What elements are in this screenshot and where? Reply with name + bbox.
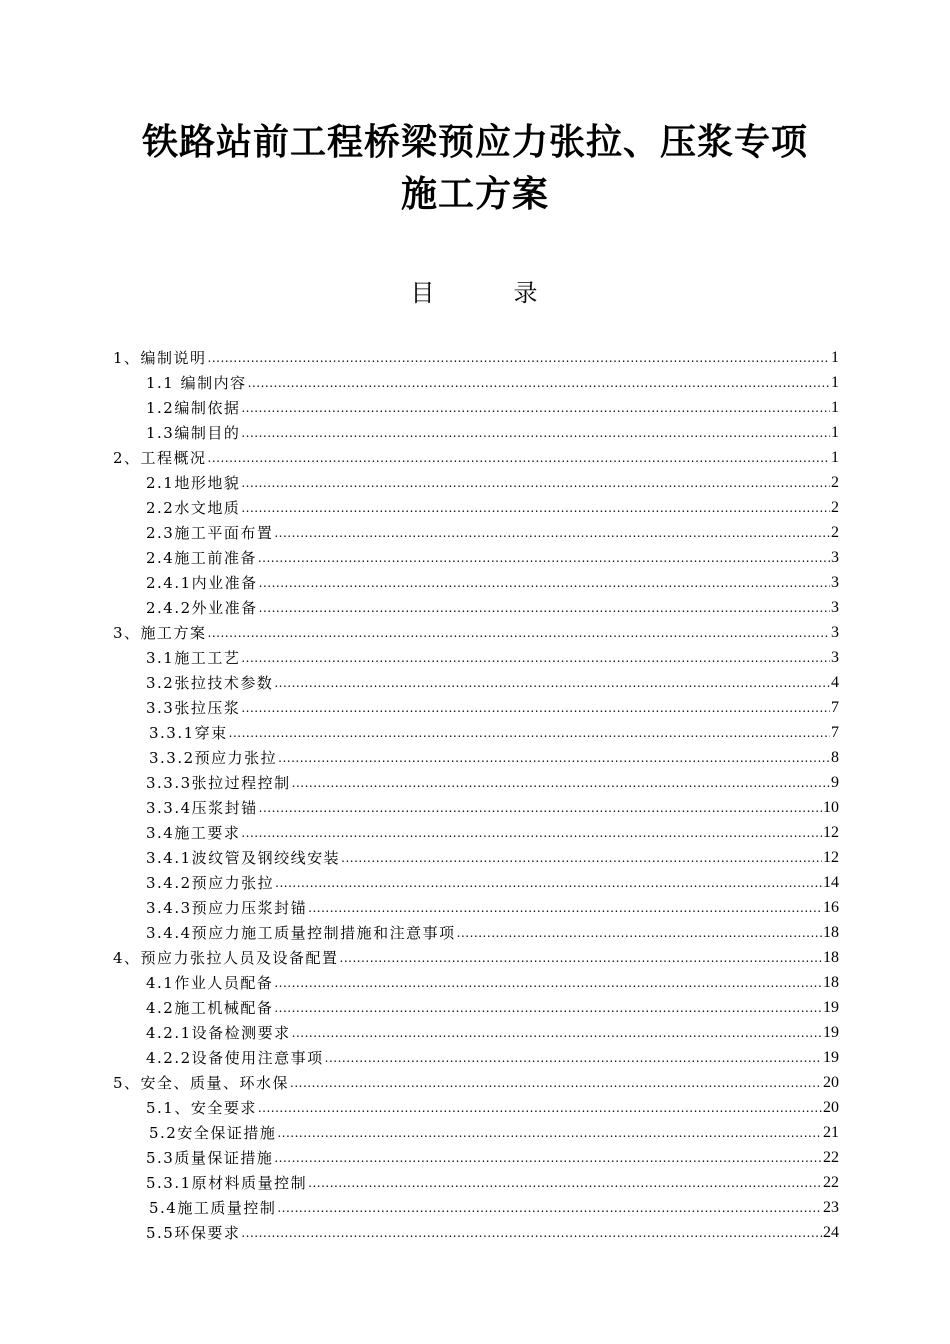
toc-entry[interactable] bbox=[113, 868, 839, 893]
toc-entry[interactable] bbox=[113, 543, 839, 568]
toc-entry-title: 3.4.1波纹管及钢绞线安装 bbox=[146, 849, 341, 867]
toc-dot-leader bbox=[208, 351, 830, 365]
toc-dot-leader bbox=[241, 701, 830, 715]
toc-entry-page-number: 23 bbox=[823, 1199, 839, 1216]
toc-entry[interactable] bbox=[113, 343, 839, 368]
toc-entry-title: 3.3.4压浆封锚 bbox=[146, 799, 258, 817]
toc-entry-title: 2.1地形地貌 bbox=[146, 474, 241, 492]
toc-entry-title: 5.1、安全要求 bbox=[146, 1099, 257, 1117]
toc-entry-title: 4、预应力张拉人员及设备配置 bbox=[113, 949, 339, 967]
toc-entry-title: 3.3.1穿束 bbox=[149, 724, 228, 742]
toc-entry-page-number: 18 bbox=[823, 924, 839, 941]
toc-entry-title: 2、工程概况 bbox=[113, 449, 207, 467]
toc-entry[interactable] bbox=[113, 418, 839, 443]
toc-dot-leader bbox=[292, 1026, 822, 1040]
toc-dot-leader bbox=[292, 776, 830, 790]
toc-entry[interactable] bbox=[113, 818, 839, 843]
toc-entry-title: 3、施工方案 bbox=[113, 624, 207, 642]
toc-dot-leader bbox=[241, 401, 830, 415]
toc-entry-page-number: 20 bbox=[823, 1099, 839, 1116]
document-title-line-1: 铁路站前工程桥梁预应力张拉、压浆专项 bbox=[141, 121, 808, 163]
toc-entry-title: 4.2.1设备检测要求 bbox=[146, 1024, 291, 1042]
toc-dot-leader bbox=[241, 501, 830, 515]
table-of-contents bbox=[113, 343, 839, 1243]
toc-entry[interactable] bbox=[113, 668, 839, 693]
toc-dot-leader bbox=[274, 1151, 822, 1165]
document-title bbox=[0, 116, 950, 220]
toc-entry-page-number: 4 bbox=[831, 674, 839, 691]
toc-dot-leader bbox=[258, 551, 830, 565]
toc-entry-page-number: 7 bbox=[831, 724, 839, 741]
toc-entry-title: 3.4.3预应力压浆封锚 bbox=[146, 899, 308, 917]
toc-dot-leader bbox=[259, 601, 830, 615]
toc-dot-leader bbox=[275, 876, 822, 890]
toc-entry[interactable] bbox=[113, 518, 839, 543]
toc-dot-leader bbox=[340, 951, 822, 965]
toc-entry[interactable] bbox=[113, 393, 839, 418]
toc-entry[interactable] bbox=[113, 693, 839, 718]
toc-entry[interactable] bbox=[113, 743, 839, 768]
toc-entry-page-number: 21 bbox=[823, 1124, 839, 1141]
toc-entry-title: 5.4施工质量控制 bbox=[149, 1199, 277, 1217]
toc-entry[interactable] bbox=[113, 593, 839, 618]
toc-entry[interactable] bbox=[113, 368, 839, 393]
toc-entry[interactable] bbox=[113, 768, 839, 793]
toc-dot-leader bbox=[325, 1051, 822, 1065]
toc-dot-leader bbox=[290, 1076, 822, 1090]
toc-entry-title: 3.4施工要求 bbox=[146, 824, 241, 842]
toc-entry-title: 5、安全、质量、环水保 bbox=[113, 1074, 290, 1092]
toc-entry-title: 3.4.2预应力张拉 bbox=[146, 874, 275, 892]
toc-entry-page-number: 3 bbox=[831, 649, 839, 666]
toc-entry-title: 3.1施工工艺 bbox=[146, 649, 241, 667]
toc-entry[interactable] bbox=[113, 993, 839, 1018]
toc-dot-leader bbox=[208, 626, 830, 640]
toc-entry-title: 3.3.2预应力张拉 bbox=[149, 749, 278, 767]
toc-entry[interactable] bbox=[113, 718, 839, 743]
toc-entry[interactable] bbox=[113, 1018, 839, 1043]
toc-entry[interactable] bbox=[113, 1168, 839, 1193]
toc-dot-leader bbox=[229, 726, 830, 740]
toc-entry-page-number: 1 bbox=[831, 349, 839, 366]
toc-entry-title: 1.3编制目的 bbox=[146, 424, 241, 442]
toc-entry-page-number: 7 bbox=[831, 699, 839, 716]
toc-dot-leader bbox=[248, 376, 830, 390]
toc-entry-page-number: 14 bbox=[823, 874, 839, 891]
toc-entry-page-number: 3 bbox=[831, 574, 839, 591]
toc-dot-leader bbox=[241, 1226, 822, 1240]
toc-entry-page-number: 1 bbox=[831, 449, 839, 466]
toc-entry[interactable] bbox=[113, 443, 839, 468]
toc-entry[interactable] bbox=[113, 893, 839, 918]
toc-entry-page-number: 19 bbox=[823, 1024, 839, 1041]
toc-entry[interactable] bbox=[113, 468, 839, 493]
toc-entry-page-number: 9 bbox=[831, 774, 839, 791]
toc-entry-title: 3.3张拉压浆 bbox=[146, 699, 241, 717]
toc-entry-page-number: 19 bbox=[823, 1049, 839, 1066]
toc-entry-page-number: 12 bbox=[823, 824, 839, 841]
toc-dot-leader bbox=[308, 901, 822, 915]
toc-entry-title: 3.3.3张拉过程控制 bbox=[146, 774, 291, 792]
toc-entry-title: 1、编制说明 bbox=[113, 349, 207, 367]
toc-dot-leader bbox=[274, 976, 822, 990]
toc-entry-title: 4.1作业人员配备 bbox=[146, 974, 274, 992]
toc-entry[interactable] bbox=[113, 793, 839, 818]
toc-entry[interactable] bbox=[113, 1043, 839, 1068]
toc-dot-leader bbox=[274, 1001, 822, 1015]
toc-dot-leader bbox=[258, 1101, 822, 1115]
toc-entry-page-number: 10 bbox=[823, 799, 839, 816]
toc-dot-leader bbox=[259, 801, 822, 815]
toc-dot-leader bbox=[457, 926, 822, 940]
toc-entry[interactable] bbox=[113, 843, 839, 868]
toc-entry[interactable] bbox=[113, 1093, 839, 1118]
toc-entry[interactable] bbox=[113, 618, 839, 643]
toc-entry-title: 2.3施工平面布置 bbox=[146, 524, 274, 542]
toc-dot-leader bbox=[241, 826, 822, 840]
toc-dot-leader bbox=[259, 576, 830, 590]
toc-entry-title: 1.2编制依据 bbox=[146, 399, 241, 417]
toc-entry[interactable] bbox=[113, 643, 839, 668]
toc-dot-leader bbox=[274, 526, 830, 540]
toc-entry-page-number: 1 bbox=[831, 424, 839, 441]
toc-dot-leader bbox=[241, 426, 830, 440]
toc-entry-page-number: 22 bbox=[823, 1174, 839, 1191]
toc-entry-page-number: 16 bbox=[823, 899, 839, 916]
toc-dot-leader bbox=[341, 851, 822, 865]
toc-entry-title: 3.4.4预应力施工质量控制措施和注意事项 bbox=[146, 924, 456, 942]
toc-entry[interactable] bbox=[113, 943, 839, 968]
toc-entry[interactable] bbox=[113, 1143, 839, 1168]
toc-dot-leader bbox=[277, 1126, 822, 1140]
toc-entry[interactable] bbox=[113, 968, 839, 993]
toc-entry-title: 4.2施工机械配备 bbox=[146, 999, 274, 1017]
toc-entry-title: 5.3.1原材料质量控制 bbox=[146, 1174, 308, 1192]
toc-entry-page-number: 19 bbox=[823, 999, 839, 1016]
toc-entry-page-number: 18 bbox=[823, 974, 839, 991]
toc-entry-title: 2.4施工前准备 bbox=[146, 549, 257, 567]
toc-entry-page-number: 1 bbox=[831, 374, 839, 391]
toc-entry-page-number: 12 bbox=[823, 849, 839, 866]
toc-entry-page-number: 3 bbox=[831, 549, 839, 566]
toc-entry-page-number: 3 bbox=[831, 599, 839, 616]
document-title-line-2: 施工方案 bbox=[400, 173, 549, 215]
toc-dot-leader bbox=[241, 476, 830, 490]
toc-entry-title: 3.2张拉技术参数 bbox=[146, 674, 274, 692]
toc-entry-page-number: 22 bbox=[823, 1149, 839, 1166]
toc-entry-title: 4.2.2设备使用注意事项 bbox=[146, 1049, 324, 1067]
toc-entry-title: 2.2水文地质 bbox=[146, 499, 241, 517]
toc-entry-page-number: 2 bbox=[831, 524, 839, 541]
toc-dot-leader bbox=[241, 651, 830, 665]
toc-entry[interactable] bbox=[113, 1118, 839, 1143]
toc-entry-title: 5.2安全保证措施 bbox=[149, 1124, 277, 1142]
toc-entry[interactable] bbox=[113, 493, 839, 518]
toc-entry[interactable] bbox=[113, 918, 839, 943]
toc-dot-leader bbox=[308, 1176, 822, 1190]
toc-entry-title: 5.5环保要求 bbox=[146, 1224, 241, 1242]
toc-entry[interactable] bbox=[113, 568, 839, 593]
toc-entry-page-number: 24 bbox=[823, 1224, 839, 1241]
toc-entry[interactable] bbox=[113, 1193, 839, 1218]
toc-entry-page-number: 1 bbox=[831, 399, 839, 416]
toc-entry[interactable] bbox=[113, 1068, 839, 1093]
toc-entry-page-number: 8 bbox=[831, 749, 839, 766]
toc-heading: 目 录 bbox=[410, 279, 540, 307]
toc-dot-leader bbox=[274, 676, 830, 690]
toc-entry-title: 2.4.1内业准备 bbox=[146, 574, 258, 592]
toc-entry[interactable] bbox=[113, 1218, 839, 1243]
toc-entry-title: 1.1 编制内容 bbox=[146, 374, 247, 392]
toc-entry-page-number: 18 bbox=[823, 949, 839, 966]
toc-entry-page-number: 20 bbox=[823, 1074, 839, 1091]
toc-dot-leader bbox=[277, 1201, 822, 1215]
toc-dot-leader bbox=[278, 751, 830, 765]
toc-entry-page-number: 3 bbox=[831, 624, 839, 641]
toc-entry-title: 5.3质量保证措施 bbox=[146, 1149, 274, 1167]
toc-entry-page-number: 2 bbox=[831, 474, 839, 491]
toc-entry-title: 2.4.2外业准备 bbox=[146, 599, 258, 617]
toc-entry-page-number: 2 bbox=[831, 499, 839, 516]
toc-dot-leader bbox=[208, 451, 830, 465]
